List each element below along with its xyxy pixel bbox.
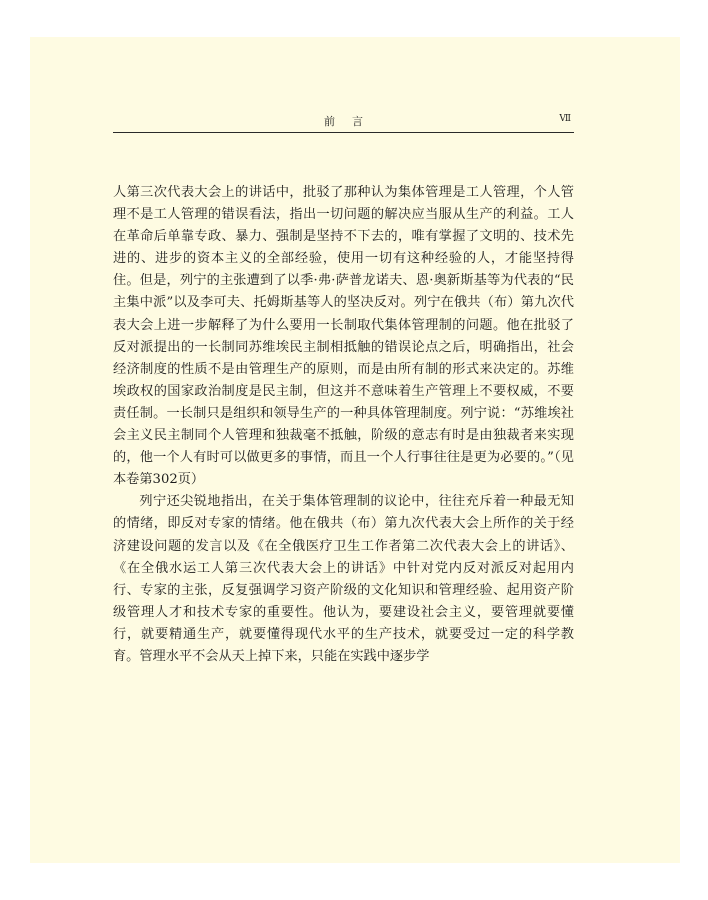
paragraph-2: 列宁还尖锐地指出，在关于集体管理制的议论中，往往充斥着一种最无知的情绪，即反对专家的情绪。他在俄共（布）第九次代表大会上所作的关于经济建设问题的发言以及《在全俄医疗卫生工作者第二次代表大会上的讲话》、《在全俄水运工人第三次代表大会上的讲话》中针对党内反对派反对起用内行、专家的主张，反复强调学习资产阶级的文化知识和管理经验、起用资产阶级管理人才和技术专家的重要性。他认为，要建设社会主义，要管理就要懂行，就要精通生产，就要懂得现代水平的生产技术，就要受过一定的科学教育。管理水平不会从天上掉下来，只能在实践中逐步学	[113, 494, 574, 664]
header-title: 前言	[324, 115, 380, 128]
running-header	[113, 113, 574, 133]
paragraph-1: 人第三次代表大会上的讲话中，批驳了那种认为集体管理是工人管理，个人管理不是工人管理的错误看法，指出一切问题的解决应当服从生产的利益。工人在革命后单靠专政、暴力、强制是坚持不下去的，唯有掌握了文明的、技术先进的、进步的资本主义的全部经验，使用一切有这种经验的人，才能坚持得住。但是，列宁的主张遭到了以季·弗·萨普龙诺夫、恩·奥新斯基等为代表的“民主集中派”以及李可夫、托姆斯基等人的坚决反对。列宁在俄共（布）第九次代表大会上进一步解释了为什么要用一长制取代集体管理制的问题。他在批驳了反对派提出的一长制同苏维埃民主制相抵触的错误论点之后，明确指出，社会经济制度的性质不是由管理生产的原则，而是由所有制的形式来决定的。苏维埃政权的国家政治制度是民主制，但这并不意味着生产管理上不要权威，不要责任制。一长制只是组织和领导生产的一种具体管理制度。列宁说：“苏维埃社会主义民主制同个人管理和独裁毫不抵触，阶级的意志有时是由独裁者来实现的，他一个人有时可以做更多的事情，而且一个人行事往往是更为必要的。”（见本卷第302页）	[113, 185, 574, 488]
page-number: Ⅶ	[559, 114, 571, 124]
body-text	[113, 182, 574, 668]
